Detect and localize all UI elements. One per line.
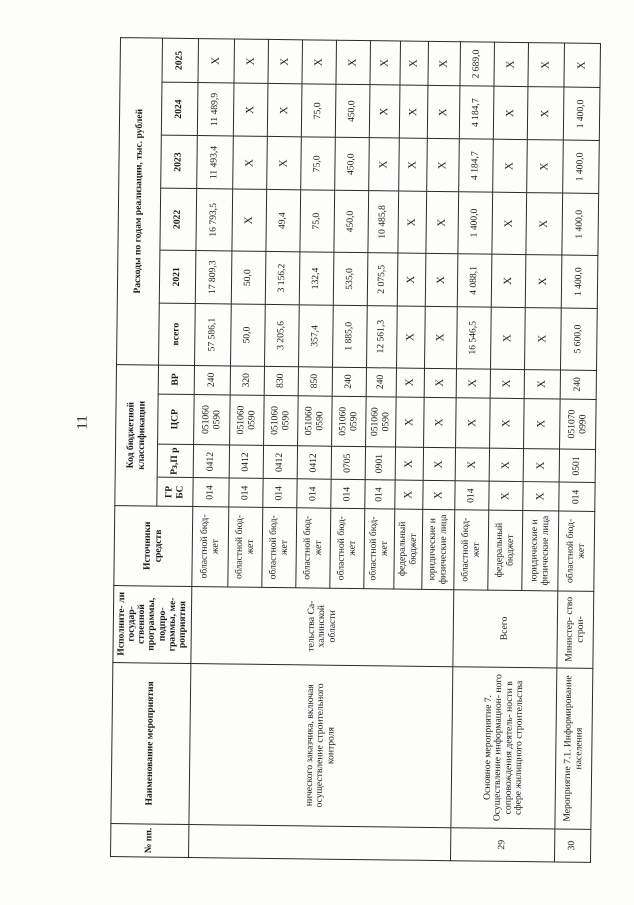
header-2024: 2024 bbox=[161, 82, 198, 135]
y2022-cell: X bbox=[232, 189, 267, 251]
rzpr-cell: X bbox=[523, 449, 559, 483]
vr-cell: 240 bbox=[366, 367, 396, 396]
total-cell: 1 885,0 bbox=[333, 305, 368, 367]
csr-cell: X bbox=[490, 398, 525, 449]
grbs-cell: 014 bbox=[331, 480, 365, 509]
header-expenses: Расходы по годам реализации, тыс. рублей bbox=[117, 38, 163, 365]
y2021-cell: 132,4 bbox=[299, 252, 334, 305]
vr-cell: 320 bbox=[230, 366, 264, 395]
header-vr: ВР bbox=[158, 365, 194, 394]
grbs-cell: 014 bbox=[229, 478, 263, 507]
measure-name: Основное мероприятие 7. Осуществление информацион- ного сопровождения деятель- ности в сфере жилищного строительства bbox=[451, 666, 557, 828]
y2022-cell: X bbox=[526, 193, 563, 255]
header-source: Источники средств bbox=[114, 506, 193, 586]
vr-cell: 240 bbox=[332, 367, 366, 396]
row-num bbox=[189, 824, 451, 860]
source-cell: юридические и физические лица bbox=[422, 509, 455, 589]
y2024-cell: 75,0 bbox=[301, 84, 336, 137]
rzpr-cell: 0412 bbox=[229, 445, 263, 479]
y2025-cell: X bbox=[370, 41, 401, 86]
y2021-cell: 2 075,5 bbox=[367, 253, 398, 306]
source-cell: областной бюд- жет bbox=[228, 507, 263, 587]
y2024-cell: 4 184,7 bbox=[459, 86, 494, 139]
header-2023: 2023 bbox=[161, 135, 198, 188]
y2024-cell: X bbox=[399, 85, 428, 138]
csr-cell: 051060 0590 bbox=[332, 396, 367, 447]
y2024-cell: X bbox=[527, 87, 564, 140]
y2025-cell: X bbox=[234, 39, 269, 84]
y2022-cell: 75,0 bbox=[300, 190, 335, 252]
total-cell: X bbox=[397, 306, 426, 368]
vr-cell: X bbox=[456, 369, 490, 398]
csr-cell: X bbox=[524, 398, 561, 449]
grbs-cell: 014 bbox=[263, 479, 297, 508]
y2023-cell: X bbox=[369, 138, 400, 191]
y2023-cell: 1 400,0 bbox=[563, 140, 600, 193]
vr-cell: 240 bbox=[194, 365, 230, 394]
y2022-cell: 1 400,0 bbox=[562, 193, 599, 255]
vr-cell: X bbox=[396, 368, 424, 397]
csr-cell: 051060 0590 bbox=[264, 395, 299, 446]
source-cell: областной бюд- жет bbox=[192, 507, 229, 587]
header-csr: ЦСР bbox=[158, 394, 195, 445]
y2025-cell: X bbox=[564, 43, 601, 88]
source-cell: федеральный бюджет bbox=[394, 509, 423, 589]
y2021-cell: 3 156,2 bbox=[265, 251, 300, 304]
rzpr-cell: 0412 bbox=[263, 446, 297, 480]
grbs-cell: X bbox=[395, 480, 423, 509]
rzpr-cell: X bbox=[455, 448, 489, 482]
csr-cell: 051060 0590 bbox=[366, 396, 397, 447]
rzpr-cell: 0901 bbox=[365, 447, 395, 480]
y2022-cell: X bbox=[398, 191, 427, 253]
rzpr-cell: X bbox=[489, 448, 523, 482]
vr-cell: 830 bbox=[264, 366, 298, 395]
header-budget-code: Код бюджетной классификации bbox=[115, 364, 159, 506]
executor: тельства Са- халинской области bbox=[191, 586, 454, 666]
total-cell: 16 546,5 bbox=[457, 307, 492, 369]
header-grbs: ГР БС bbox=[157, 477, 193, 506]
y2023-cell: X bbox=[233, 136, 268, 189]
grbs-cell: 014 bbox=[455, 481, 489, 510]
header-rzpr: Рз,П р bbox=[157, 444, 193, 478]
header-total: всего bbox=[159, 303, 196, 365]
y2021-cell: 50,0 bbox=[231, 251, 266, 304]
grbs-cell: X bbox=[489, 482, 523, 511]
csr-cell: X bbox=[456, 397, 491, 448]
y2025-cell: X bbox=[428, 41, 461, 86]
y2021-cell: 1 400,0 bbox=[561, 255, 598, 308]
y2023-cell: 75,0 bbox=[301, 137, 336, 190]
total-cell: 3 205,6 bbox=[265, 304, 300, 366]
y2025-cell: X bbox=[528, 43, 565, 88]
vr-cell: X bbox=[424, 368, 456, 397]
y2025-cell: X bbox=[268, 39, 303, 84]
table-frame bbox=[110, 37, 600, 863]
rzpr-cell: 0412 bbox=[297, 446, 331, 480]
y2022-cell: 450,0 bbox=[334, 190, 369, 252]
y2023-cell: X bbox=[427, 139, 460, 192]
header-2025: 2025 bbox=[162, 38, 199, 83]
page-number: 11 bbox=[74, 415, 91, 430]
y2021-cell: X bbox=[397, 253, 426, 306]
y2022-cell: 1 400,0 bbox=[458, 192, 493, 254]
rzpr-cell: 0501 bbox=[559, 449, 595, 483]
source-cell: областной бюд- жет bbox=[330, 508, 365, 588]
source-cell: юридические и физические лица bbox=[522, 511, 559, 591]
csr-cell: 051060 0590 bbox=[298, 395, 333, 446]
vr-cell: 850 bbox=[298, 367, 332, 396]
header-num: № пп. bbox=[111, 823, 189, 857]
total-cell: X bbox=[425, 306, 458, 368]
y2025-cell: 2 689,0 bbox=[460, 42, 495, 87]
y2024-cell: 1 400,0 bbox=[563, 87, 600, 140]
vr-cell: X bbox=[490, 369, 524, 398]
grbs-cell: 014 bbox=[297, 479, 331, 508]
y2022-cell: 49,4 bbox=[266, 190, 301, 252]
grbs-cell: X bbox=[523, 482, 559, 511]
header-2021: 2021 bbox=[159, 250, 196, 303]
grbs-cell: 014 bbox=[559, 482, 595, 511]
rzpr-cell: X bbox=[395, 447, 423, 480]
header-name: Наименование мероприятия bbox=[111, 662, 191, 824]
y2023-cell: X bbox=[267, 137, 302, 190]
source-cell: областной бюд- жет bbox=[296, 508, 331, 588]
y2025-cell: X bbox=[198, 39, 235, 84]
y2021-cell: X bbox=[425, 253, 458, 306]
measure-name: Мероприятие 7.1. Информирование населения bbox=[555, 668, 593, 830]
y2022-cell: X bbox=[426, 192, 459, 254]
y2024-cell: 450,0 bbox=[335, 85, 370, 138]
source-cell: областной бюд- жет bbox=[262, 507, 297, 587]
y2022-cell: X bbox=[492, 192, 527, 254]
executor: Министер- ство строи- bbox=[557, 591, 594, 669]
rzpr-cell: 0412 bbox=[193, 445, 229, 479]
total-cell: X bbox=[524, 308, 561, 370]
y2022-cell: 10 485,8 bbox=[368, 191, 399, 253]
rotated-table-container bbox=[110, 37, 600, 863]
total-cell: X bbox=[491, 307, 526, 369]
csr-cell: 051060 0590 bbox=[230, 395, 265, 446]
y2023-cell: 450,0 bbox=[335, 138, 370, 191]
y2024-cell: X bbox=[369, 85, 400, 138]
y2024-cell: X bbox=[233, 83, 268, 136]
header-2022: 2022 bbox=[160, 188, 197, 250]
grbs-cell: 014 bbox=[365, 480, 395, 509]
total-cell: 50,0 bbox=[231, 304, 266, 366]
budget-table bbox=[110, 37, 601, 863]
y2025-cell: X bbox=[302, 40, 337, 85]
vr-cell: X bbox=[524, 369, 560, 398]
csr-cell: 051070 0990 bbox=[560, 399, 597, 450]
y2023-cell: X bbox=[527, 140, 564, 193]
total-cell: 5 600,0 bbox=[560, 308, 597, 370]
y2024-cell: X bbox=[427, 86, 460, 139]
y2023-cell: X bbox=[493, 139, 528, 192]
y2024-cell: X bbox=[267, 84, 302, 137]
vr-cell: 240 bbox=[560, 370, 596, 399]
y2021-cell: 17 809,3 bbox=[195, 251, 232, 304]
row-num: 30 bbox=[554, 829, 590, 863]
rzpr-cell: 0705 bbox=[331, 447, 365, 481]
y2021-cell: X bbox=[491, 254, 526, 307]
y2022-cell: 16 793,5 bbox=[196, 189, 233, 251]
y2025-cell: X bbox=[400, 41, 429, 86]
total-cell: 12 561,3 bbox=[367, 306, 398, 368]
y2023-cell: X bbox=[399, 138, 428, 191]
total-cell: 57 586,1 bbox=[195, 304, 232, 366]
y2024-cell: X bbox=[493, 86, 528, 139]
y2024-cell: 11 489,9 bbox=[197, 83, 234, 136]
y2023-cell: 4 184,7 bbox=[459, 139, 494, 192]
csr-cell: X bbox=[424, 397, 457, 448]
y2025-cell: X bbox=[336, 40, 371, 85]
source-cell: областной бюд- жет bbox=[558, 511, 595, 591]
header-executor: Исполните- ли государ- ственной программы, подпро- граммы, ме- роприятия bbox=[113, 585, 192, 663]
y2021-cell: X bbox=[525, 255, 562, 308]
source-cell: федеральный бюджет bbox=[488, 510, 523, 590]
y2023-cell: 11 493,4 bbox=[197, 136, 234, 189]
y2021-cell: 4 088,1 bbox=[457, 254, 492, 307]
csr-cell: 051060 0590 bbox=[194, 394, 231, 445]
grbs-cell: 014 bbox=[193, 478, 229, 507]
grbs-cell: X bbox=[423, 481, 455, 510]
measure-name: нического заказчика, включая осуществление строительного контроля bbox=[189, 663, 453, 827]
total-cell: 357,4 bbox=[299, 305, 334, 367]
csr-cell: X bbox=[396, 397, 425, 448]
y2021-cell: 535,0 bbox=[333, 252, 368, 305]
rzpr-cell: X bbox=[423, 448, 455, 481]
y2025-cell: X bbox=[494, 42, 529, 87]
row-num: 29 bbox=[450, 828, 554, 862]
source-cell: областной бюд- жет bbox=[364, 509, 395, 589]
executor: Всего bbox=[453, 589, 558, 668]
source-cell: областной бюд- жет bbox=[454, 510, 489, 590]
